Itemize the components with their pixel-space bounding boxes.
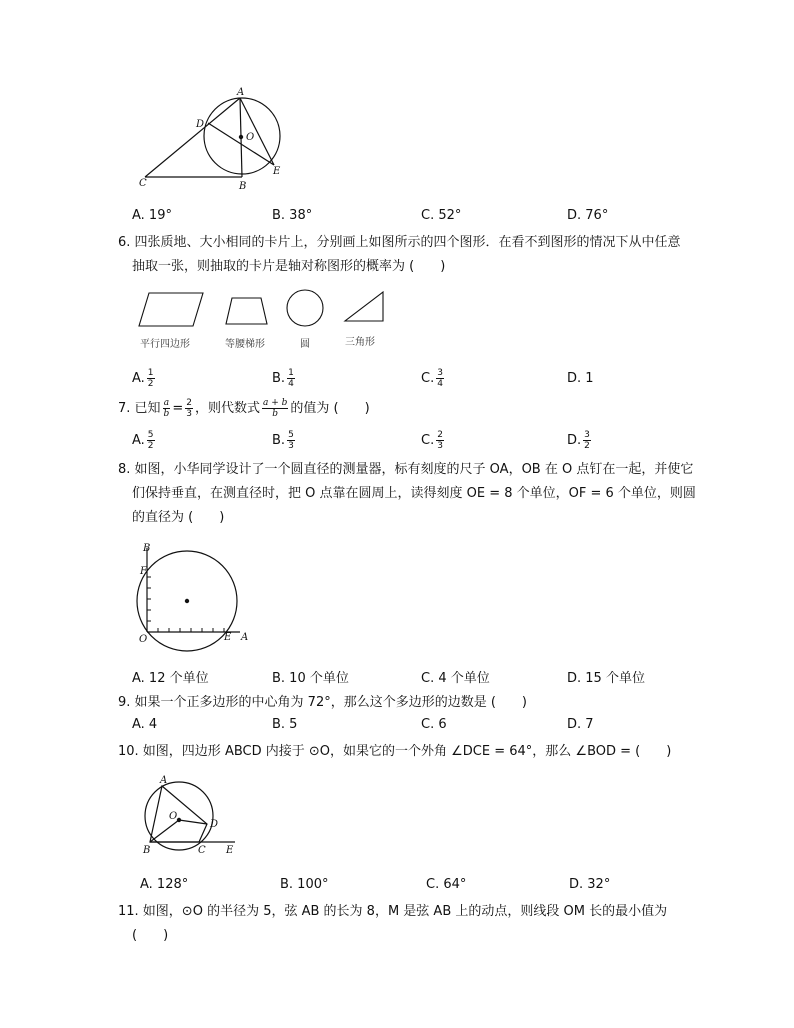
q5-option-c[interactable]: C. 52° xyxy=(421,208,462,223)
q9-option-a[interactable]: A. 4 xyxy=(132,717,158,732)
q5-label-c: C xyxy=(139,178,147,189)
q5-option-a[interactable]: A. 19° xyxy=(132,208,172,223)
q8-label-b: B xyxy=(143,543,151,554)
q8-center-dot xyxy=(185,599,189,603)
q6-label-circle: 圆 xyxy=(300,339,310,350)
q10-quadrilateral xyxy=(150,786,207,842)
q5-option-d[interactable]: D. 76° xyxy=(567,208,609,223)
q10-stem: 10. 如图，四边形 ABCD 内接于 ⊙O，如果它的一个外角 ∠DCE = 64°，那么 ∠BOD = ( ) xyxy=(118,744,672,759)
q6-shapes xyxy=(135,288,395,333)
q9-option-b[interactable]: B. 5 xyxy=(272,717,298,732)
q7-option-c[interactable]: C. $\frac{2}{3}$ xyxy=(421,430,443,451)
q10-center-dot xyxy=(177,818,181,822)
q10-label-b: B xyxy=(143,845,151,856)
q7-option-d[interactable]: D. $\frac{3}{2}$ xyxy=(567,430,590,451)
q5-label-a: A xyxy=(237,87,245,98)
q10-label-c: C xyxy=(198,845,206,856)
q11-stem-line2: ( ) xyxy=(132,928,169,943)
q8-stem-line3: 的直径为 ( ) xyxy=(132,510,225,525)
q10-label-d: D xyxy=(210,819,219,830)
q8-ruler-ticks xyxy=(147,577,224,632)
q10-option-b[interactable]: B. 100° xyxy=(280,877,329,892)
circle-shape xyxy=(287,290,323,326)
isosceles-trapezoid-shape xyxy=(226,298,267,324)
q8-option-d[interactable]: D. 15 个单位 xyxy=(567,671,645,686)
q10-option-c[interactable]: C. 64° xyxy=(426,877,467,892)
q7-option-b[interactable]: B. $\frac{5}{3}$ xyxy=(272,430,294,451)
parallelogram-shape xyxy=(139,293,203,326)
q10-label-e: E xyxy=(226,845,234,856)
q6-stem-line2: 抽取一张，则抽取的卡片是轴对称图形的概率为 ( ) xyxy=(132,259,446,274)
q5-line-ca xyxy=(145,98,240,177)
q8-label-f: F xyxy=(140,566,147,577)
q8-stem-line2: 们保持垂直，在测直径时，把 O 点靠在圆周上，读得刻度 OE = 8 个单位，OF = 6 个单位，则圆 xyxy=(132,486,696,501)
q10-option-d[interactable]: D. 32° xyxy=(569,877,611,892)
triangle-shape xyxy=(345,292,383,321)
q5-option-b[interactable]: B. 38° xyxy=(272,208,313,223)
q8-option-b[interactable]: B. 10 个单位 xyxy=(272,671,349,686)
q7-option-a[interactable]: A. $\frac{5}{2}$ xyxy=(132,430,154,451)
q8-label-e: E xyxy=(224,632,232,643)
q5-label-o: O xyxy=(246,132,255,143)
q5-label-d: D xyxy=(196,119,205,130)
q8-label-o: O xyxy=(139,634,148,645)
q9-option-c[interactable]: C. 6 xyxy=(421,717,447,732)
q9-stem: 9. 如果一个正多边形的中心角为 72°，那么这个多边形的边数是 ( ) xyxy=(118,695,527,710)
q6-stem-line1: 6. 四张质地、大小相同的卡片上，分别画上如图所示的四个图形．在看不到图形的情况下从中任意 xyxy=(118,235,681,250)
q6-label-triangle: 三角形 xyxy=(345,337,375,348)
q5-label-b: B xyxy=(239,181,247,192)
q6-option-b[interactable]: B. $\frac{1}{4}$ xyxy=(272,368,294,389)
q5-center-dot xyxy=(239,135,243,139)
q5-figure xyxy=(130,85,300,195)
q6-label-parallelogram: 平行四边形 xyxy=(140,339,190,350)
q6-option-a[interactable]: A. $\frac{1}{2}$ xyxy=(132,368,154,389)
q10-figure xyxy=(140,772,245,862)
q10-label-a: A xyxy=(160,775,168,786)
q10-option-a[interactable]: A. 128° xyxy=(140,877,189,892)
q10-label-o: O xyxy=(169,811,178,822)
q6-option-c[interactable]: C. $\frac{3}{4}$ xyxy=(421,368,443,389)
q8-label-a: A xyxy=(241,632,249,643)
q6-label-trapezoid: 等腰梯形 xyxy=(225,339,265,350)
q9-option-d[interactable]: D. 7 xyxy=(567,717,594,732)
q8-figure xyxy=(135,540,260,645)
q6-option-d[interactable]: D. 1 xyxy=(567,371,594,386)
q11-stem-line1: 11. 如图，⊙O 的半径为 5，弦 AB 的长为 8，M 是弦 AB 上的动点，则线段 OM 长的最小值为 xyxy=(118,904,668,919)
q8-stem-line1: 8. 如图，小华同学设计了一个圆直径的测量器，标有刻度的尺子 OA，OB 在 O 点钉在一起，并使它 xyxy=(118,462,694,477)
q8-option-a[interactable]: A. 12 个单位 xyxy=(132,671,209,686)
q8-option-c[interactable]: C. 4 个单位 xyxy=(421,671,490,686)
q5-label-e: E xyxy=(273,166,281,177)
q7-stem: 7. 已知 $\frac{a}{b}$ = $\frac{2}{3}$ ，则代数式 $\frac{a + b}{b}$ 的值为 ( ) xyxy=(118,398,370,419)
